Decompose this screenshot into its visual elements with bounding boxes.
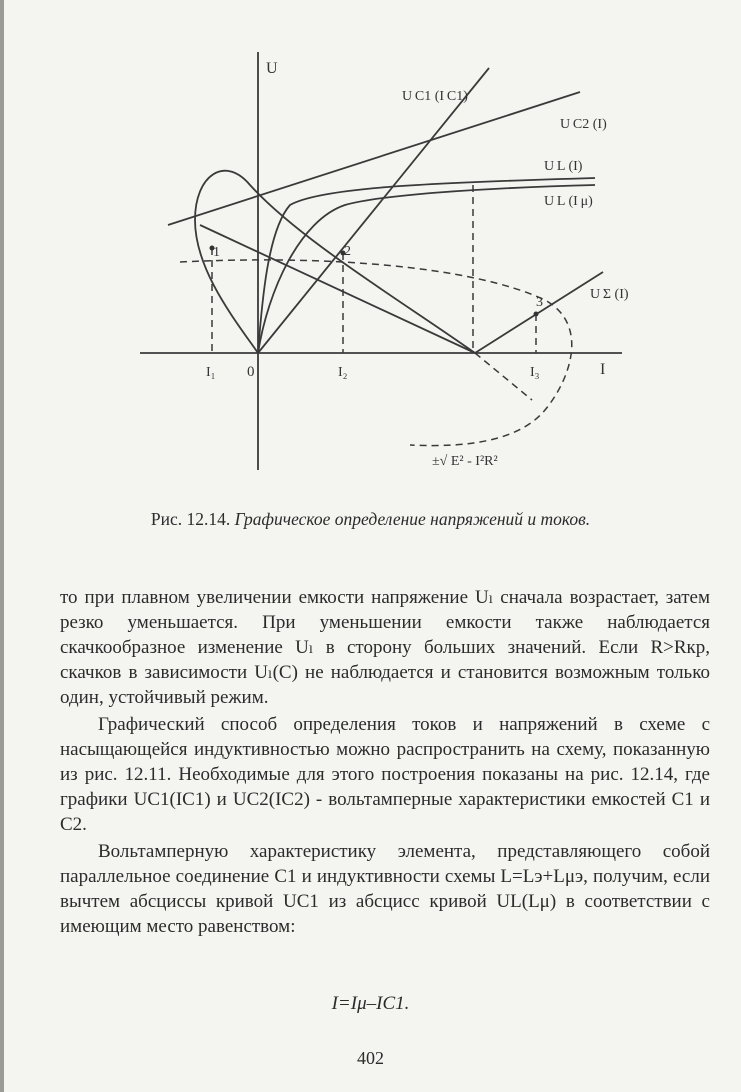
uc2-label: U C2 (I) (560, 117, 607, 132)
current-i3-label: I₃ (530, 365, 540, 380)
paragraph-3: Вольтамперную характеристику элемента, представляющего собой параллельное соединение C1 и индуктивности схемы L=Lэ+Lμэ, получим, если вычтем абсциссы кривой UC1 из абсцисс кривой UL(Lμ) в соответствии с имеющим место равенством: (60, 841, 710, 937)
origin-label: 0 (247, 364, 255, 380)
figure-caption (0, 509, 741, 530)
caption-label: Рис. 12.14. (150, 509, 231, 529)
ulmu-curve (258, 185, 595, 353)
point-1-label: 1 (213, 245, 220, 260)
page-number: 402 (357, 1048, 384, 1068)
ul-label: U L (I) (544, 159, 583, 174)
caption-title: Графическое определение напряжений и токов. (234, 509, 591, 529)
paragraph-2: Графический способ определения токов и напряжений в схеме с насыщающейся индуктивностью можно распространить на схему, показанную из рис. 12.11. Необходимые для этого построения показаны на рис. 12.14, где графики UC1(IC1) и UC2(IC2) - вольтамперные характеристики емкостей C1 и C2. (60, 714, 710, 835)
body-text (60, 585, 710, 939)
figure-svg (0, 0, 741, 480)
point-3-label: 3 (536, 295, 543, 310)
current-i1-label: I₁ (206, 365, 216, 380)
usum-line (475, 272, 603, 353)
paragraph-1: то при плавном увеличении емкости напряжение Uₗ сначала возрастает, затем резко уменьшается. При уменьшении емкости также наблюдается скачкообразное изменение Uₗ в сторону больших значений. Если R>Rкр, скачков в зависимости Uₗ(C) не наблюдается и становится возможным только один, устойчивый режим. (60, 587, 710, 708)
figure-12-14 (0, 0, 741, 480)
axis-u-label: U (266, 60, 278, 77)
sqrt-label: ±√ E² - I²R² (432, 454, 498, 469)
descending-line (200, 225, 475, 353)
uc1-label: U C1 (I C1) (402, 89, 468, 104)
uc1-line (258, 68, 489, 353)
formula: I=Iμ–IC1. (331, 993, 410, 1014)
point-3-dot (534, 312, 539, 317)
uc2-line (168, 92, 580, 225)
loop-curve (195, 171, 475, 353)
point-2-label: 2 (344, 244, 351, 259)
axis-i-label: I (600, 361, 606, 378)
usum-label: U Σ (I) (590, 287, 629, 302)
ulmu-label: U L (I μ) (544, 194, 593, 209)
current-i2-label: I₂ (338, 365, 348, 380)
dash-under (475, 353, 532, 400)
